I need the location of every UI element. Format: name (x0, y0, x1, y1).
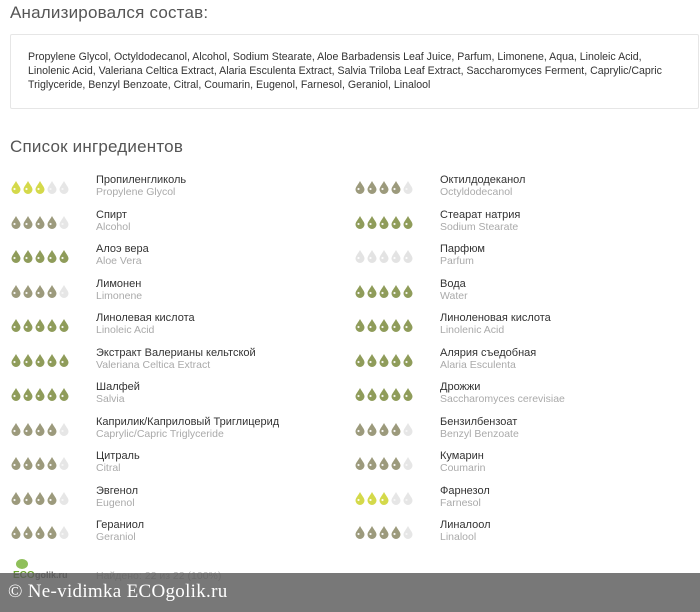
ingredient-name-ru: Стеарат натрия (440, 208, 521, 221)
ingredient-name-lat: Coumarin (440, 462, 486, 474)
drop-icon (356, 457, 365, 470)
drop-icon (24, 492, 33, 505)
drop-icon (60, 181, 69, 194)
ingredient-name-ru: Линоленовая кислота (440, 312, 551, 324)
drop-icon (48, 216, 57, 229)
drop-icon (392, 492, 401, 505)
drop-icon (356, 181, 365, 194)
drop-icon (48, 492, 57, 505)
drop-icon (12, 423, 21, 436)
safety-rating-icon (354, 248, 414, 264)
drop-icon (368, 388, 377, 401)
drop-icon (356, 526, 365, 539)
drop-icon (48, 319, 57, 332)
drop-icon (404, 354, 413, 367)
safety-rating-icon (10, 248, 70, 264)
drop-icon (380, 216, 389, 229)
safety-rating-icon (10, 490, 70, 506)
drop-icon (36, 319, 45, 332)
ingredient-item[interactable] (10, 381, 340, 411)
drop-icon (356, 423, 365, 436)
safety-rating-icon (10, 352, 70, 368)
drop-icon (48, 423, 57, 436)
drop-icon (60, 216, 69, 229)
ingredient-name-lat: Caprylic/Capric Triglyceride (96, 427, 224, 440)
drop-icon (12, 492, 21, 505)
drop-icon (60, 492, 69, 505)
ingredient-item[interactable] (354, 312, 684, 342)
drop-icon (392, 181, 401, 194)
drop-icon (36, 250, 45, 263)
ingredient-name-lat: Propylene Glycol (96, 186, 176, 198)
drop-icon (36, 423, 45, 436)
drop-icon (24, 319, 33, 332)
ingredient-name-lat: Alcohol (96, 220, 131, 233)
ingredient-name-ru: Цитраль (96, 450, 140, 462)
drop-icon (404, 250, 413, 263)
ingredient-name-ru: Бензилбензоат (440, 415, 518, 428)
ingredient-item[interactable] (354, 209, 684, 239)
drop-icon (368, 216, 377, 229)
ingredient-name-lat: Linolenic Acid (440, 324, 505, 336)
ingredient-name-ru: Парфюм (440, 243, 485, 255)
drop-icon (392, 285, 401, 298)
drop-icon (404, 216, 413, 229)
ingredient-item[interactable] (10, 209, 340, 239)
ingredient-name-ru: Эвгенол (96, 484, 139, 497)
ingredient-item[interactable] (10, 312, 340, 342)
analyzed-title: Анализировался состав: (10, 3, 209, 22)
drop-icon (404, 285, 413, 298)
ingredient-name-lat: Benzyl Benzoate (440, 427, 519, 440)
drop-icon (12, 181, 21, 194)
ingredient-name-lat: Limonene (96, 289, 143, 302)
drop-icon (368, 526, 377, 539)
safety-rating-icon (354, 421, 414, 437)
drop-icon (356, 285, 365, 298)
watermark-text: © Ne-vidimka ECOgolik.ru (8, 581, 228, 602)
drop-icon (24, 457, 33, 470)
ingredient-item[interactable] (354, 347, 684, 377)
safety-rating-icon (10, 283, 70, 299)
drop-icon (60, 250, 69, 263)
ingredient-item[interactable] (354, 278, 684, 308)
drop-icon (48, 285, 57, 298)
drop-icon (380, 423, 389, 436)
safety-rating-icon (354, 455, 414, 471)
drop-icon (368, 285, 377, 298)
ingredient-name-lat: Farnesol (440, 496, 481, 509)
drop-icon (380, 319, 389, 332)
composition-box (10, 34, 699, 109)
ingredient-name-lat: Saccharomyces cerevisiae (440, 393, 565, 405)
ingredient-name-lat: Citral (96, 462, 121, 474)
ingredient-name-ru: Линалоол (440, 519, 491, 531)
drop-icon (24, 354, 33, 367)
safety-rating-icon (354, 214, 414, 230)
ingredient-item[interactable] (354, 519, 684, 549)
ingredient-item[interactable] (354, 450, 684, 480)
drop-icon (380, 457, 389, 470)
ingredient-name-ru: Каприлик/Каприловый Триглицерид (96, 415, 280, 428)
drop-icon (392, 457, 401, 470)
safety-rating-icon (354, 283, 414, 299)
safety-rating-icon (354, 317, 414, 333)
ingredient-name-ru: Гераниол (96, 519, 145, 531)
drop-icon (380, 354, 389, 367)
ingredient-name-ru: Вода (440, 277, 466, 290)
drop-icon (24, 526, 33, 539)
safety-rating-icon (10, 455, 70, 471)
drop-icon (24, 388, 33, 401)
safety-rating-icon (354, 386, 414, 402)
drop-icon (392, 216, 401, 229)
drop-icon (12, 285, 21, 298)
drop-icon (404, 319, 413, 332)
drop-icon (380, 250, 389, 263)
drop-icon (12, 250, 21, 263)
ingredient-item[interactable] (10, 450, 340, 480)
drop-icon (24, 181, 33, 194)
drop-icon (380, 181, 389, 194)
drop-icon (404, 388, 413, 401)
drop-icon (12, 526, 21, 539)
drop-icon (404, 526, 413, 539)
ingredient-name-lat: Linalool (440, 531, 477, 543)
drop-icon (356, 250, 365, 263)
drop-icon (356, 216, 365, 229)
drop-icon (392, 423, 401, 436)
drop-icon (368, 457, 377, 470)
safety-rating-icon (10, 524, 70, 540)
ingredient-name-lat: Parfum (440, 255, 474, 267)
ingredient-name-ru: Пропиленгликоль (96, 174, 187, 186)
ingredient-item[interactable] (10, 278, 340, 308)
ingredient-name-ru: Алярия съедобная (440, 346, 537, 359)
safety-rating-icon (354, 524, 414, 540)
safety-rating-icon (10, 421, 70, 437)
drop-icon (48, 250, 57, 263)
ingredient-item[interactable] (354, 381, 684, 411)
drop-icon (24, 250, 33, 263)
ingredient-item[interactable] (10, 519, 340, 549)
ingredient-name-lat: Valeriana Celtica Extract (96, 358, 211, 371)
ingredient-name-ru: Спирт (96, 208, 127, 221)
drop-icon (60, 285, 69, 298)
drop-icon (60, 388, 69, 401)
drop-icon (368, 423, 377, 436)
drop-icon (380, 285, 389, 298)
ingredient-name-lat: Geraniol (96, 531, 136, 543)
drop-icon (60, 423, 69, 436)
ingredient-name-ru: Алоэ вера (96, 243, 149, 255)
drop-icon (356, 492, 365, 505)
drop-icon (380, 492, 389, 505)
ingredient-name-ru: Шалфей (96, 381, 140, 393)
drop-icon (48, 388, 57, 401)
drop-icon (48, 457, 57, 470)
ingredients-list-title: Список ингредиентов (10, 137, 184, 156)
drop-icon (368, 319, 377, 332)
drop-icon (60, 526, 69, 539)
ingredient-name-lat: Aloe Vera (96, 255, 142, 267)
ingredient-item[interactable] (10, 174, 340, 204)
drop-icon (24, 285, 33, 298)
safety-rating-icon (354, 490, 414, 506)
ingredient-name-lat: Sodium Stearate (440, 220, 519, 233)
drop-icon (404, 492, 413, 505)
ingredient-item[interactable] (354, 243, 684, 273)
drop-icon (36, 457, 45, 470)
drop-icon (368, 354, 377, 367)
ingredient-name-ru: Экстракт Валерианы кельтской (96, 346, 256, 359)
ingredient-name-lat: Salvia (96, 393, 125, 405)
ingredient-name-ru: Дрожжи (440, 381, 481, 393)
drop-icon (368, 492, 377, 505)
ingredient-name-lat: Alaria Esculenta (440, 358, 516, 371)
composition-text: Propylene Glycol, Octyldodecanol, Alcohol, Sodium Stearate, Aloe Barbadensis Leaf Juice, Parfum, Limonene, Aqua, Linoleic Acid, Linolenic Acid, Valeriana Celtica Extract, Alaria Esculenta Extract, Salvia Triloba Leaf Extract, Saccharomyces Ferment, Caprylic/Capric Triglyceride, Benzyl Benzoate, Citral, Coumarin, Eugenol, Farnesol, Geraniol, Linalool (28, 51, 662, 91)
drop-icon (392, 250, 401, 263)
drop-icon (12, 216, 21, 229)
drop-icon (24, 423, 33, 436)
drop-icon (404, 423, 413, 436)
drop-icon (36, 388, 45, 401)
drop-icon (356, 354, 365, 367)
ingredient-item[interactable] (10, 485, 340, 515)
drop-icon (60, 319, 69, 332)
drop-icon (12, 388, 21, 401)
drop-icon (36, 354, 45, 367)
drop-icon (380, 526, 389, 539)
ingredient-name-ru: Линолевая кислота (96, 312, 195, 324)
drop-icon (356, 388, 365, 401)
drop-icon (392, 526, 401, 539)
drop-icon (48, 181, 57, 194)
drop-icon (368, 181, 377, 194)
safety-rating-icon (10, 214, 70, 230)
safety-rating-icon (10, 317, 70, 333)
drop-icon (48, 354, 57, 367)
ingredient-item[interactable] (354, 485, 684, 515)
drop-icon (380, 388, 389, 401)
drop-icon (356, 319, 365, 332)
ingredient-item[interactable] (354, 174, 684, 204)
drop-icon (60, 457, 69, 470)
drop-icon (392, 388, 401, 401)
ingredient-name-ru: Лимонен (96, 277, 142, 290)
drop-icon (368, 250, 377, 263)
safety-rating-icon (10, 179, 70, 195)
ingredient-name-lat: Octyldodecanol (440, 186, 513, 198)
drop-icon (36, 285, 45, 298)
ingredient-name-lat: Linoleic Acid (96, 324, 155, 336)
ingredient-item[interactable] (10, 243, 340, 273)
drop-icon (392, 354, 401, 367)
safety-rating-icon (354, 352, 414, 368)
drop-icon (392, 319, 401, 332)
ingredient-item[interactable] (354, 416, 684, 446)
ingredient-name-ru: Фарнезол (440, 484, 490, 497)
drop-icon (48, 526, 57, 539)
ingredient-item[interactable] (10, 416, 340, 446)
ingredient-name-lat: Water (440, 289, 468, 302)
drop-icon (60, 354, 69, 367)
drop-icon (36, 492, 45, 505)
ingredient-name-ru: Октилдодеканол (440, 174, 526, 186)
drop-icon (404, 457, 413, 470)
drop-icon (12, 319, 21, 332)
drop-icon (12, 354, 21, 367)
drop-icon (24, 216, 33, 229)
drop-icon (36, 181, 45, 194)
drop-icon (36, 216, 45, 229)
ingredient-name-lat: Eugenol (96, 496, 135, 509)
drop-icon (36, 526, 45, 539)
ingredient-name-ru: Кумарин (440, 450, 484, 462)
drop-icon (404, 181, 413, 194)
ingredient-item[interactable] (10, 347, 340, 377)
safety-rating-icon (10, 386, 70, 402)
safety-rating-icon (354, 179, 414, 195)
drop-icon (12, 457, 21, 470)
